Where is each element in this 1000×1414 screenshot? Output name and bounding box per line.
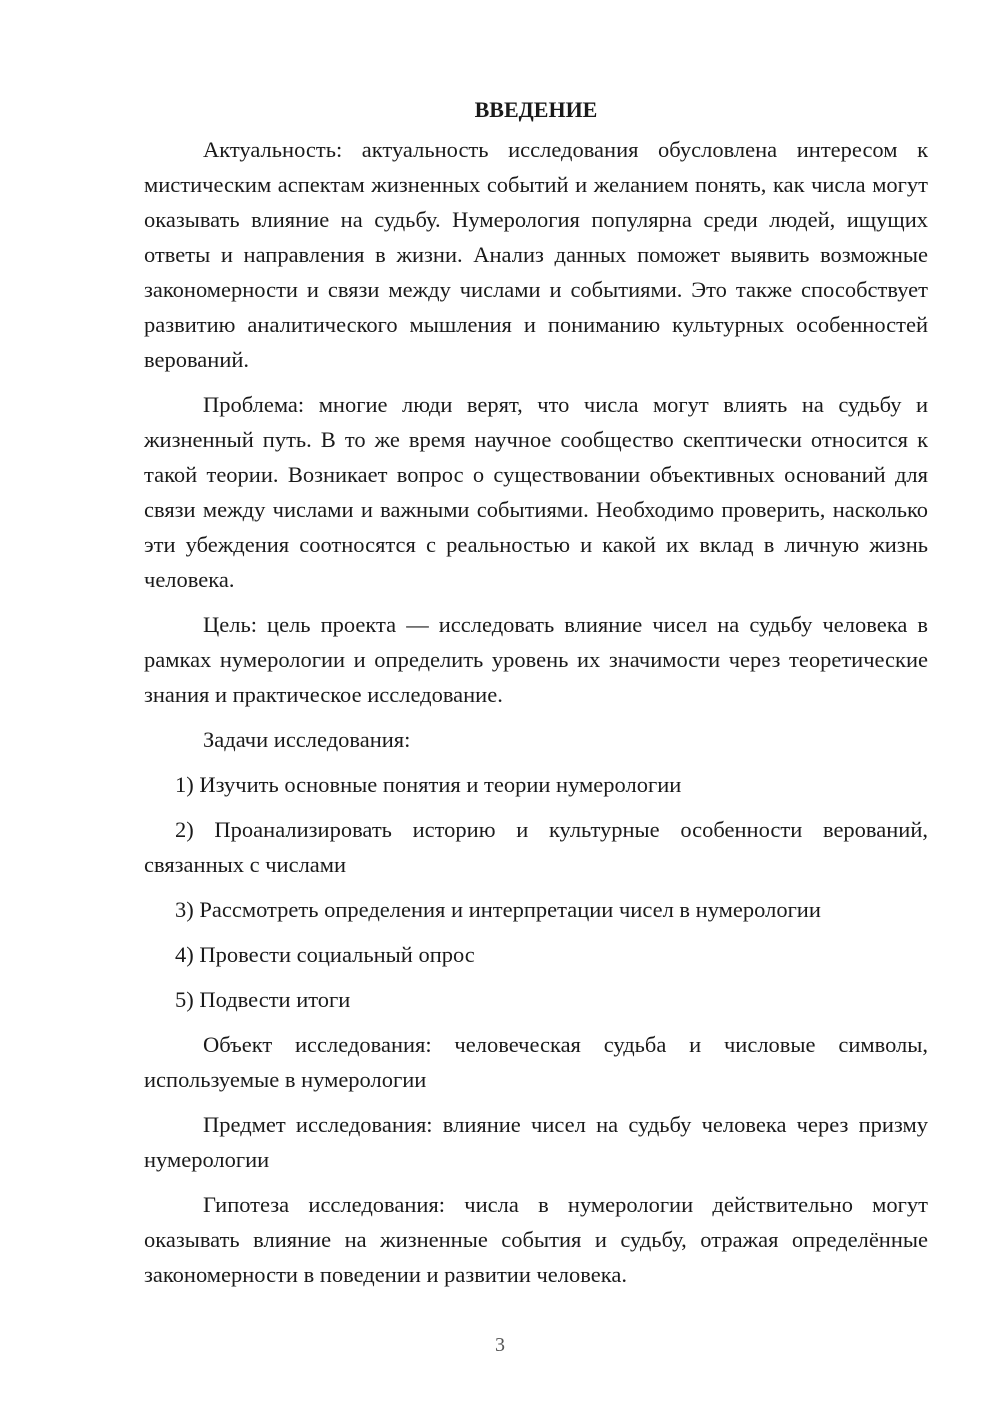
paragraph-relevance: Актуальность: актуальность исследования обусловлена интересом к мистическим аспектам жизненных событий и желанием понять, как числа могут оказывать влияние на судьбу. Нумерология популярна среди людей, ищущих ответы и направления в жизни. Анализ данных поможет выявить возможные закономерности и связи между числами и событиями. Это также способствует развитию аналитического мышления и пониманию культурных особенностей верований. [144,137,928,372]
task-item-3: 3) Рассмотреть определения и интерпретации чисел в нумерологии [175,897,821,922]
paragraph-goal: Цель: цель проекта — исследовать влияние чисел на судьбу человека в рамках нумерологии и определить уровень их значимости через теоретические знания и практическое исследование. [144,612,928,707]
task-item-2: 2) Проанализировать историю и культурные особенности верований, связанных с числами [144,817,928,877]
paragraph-hypothesis: Гипотеза исследования: числа в нумерологии действительно могут оказывать влияние на жизненные события и судьбу, отражая определённые закономерности в поведении и развитии человека. [144,1192,928,1287]
paragraph-problem: Проблема: многие люди верят, что числа могут влиять на судьбу и жизненный путь. В то же время научное сообщество скептически относится к такой теории. Возникает вопрос о существовании объективных оснований для связи между числами и важными событиями. Необходимо проверить, насколько эти убеждения соотносятся с реальностью и какой их вклад в личную жизнь человека. [144,392,928,592]
document-body [144,92,928,1302]
task-item-5: 5) Подвести итоги [175,987,351,1012]
page-number: 3 [495,1334,505,1356]
section-title: ВВЕДЕНИЕ [474,97,598,122]
task-item-4: 4) Провести социальный опрос [175,942,475,967]
paragraph-subject: Предмет исследования: влияние чисел на судьбу человека через призму нумерологии [144,1112,928,1172]
paragraph-object: Объект исследования: человеческая судьба и числовые символы, используемые в нумерологии [144,1032,928,1092]
task-item-1: 1) Изучить основные понятия и теории нумерологии [175,772,682,797]
tasks-heading: Задачи исследования: [203,727,411,752]
